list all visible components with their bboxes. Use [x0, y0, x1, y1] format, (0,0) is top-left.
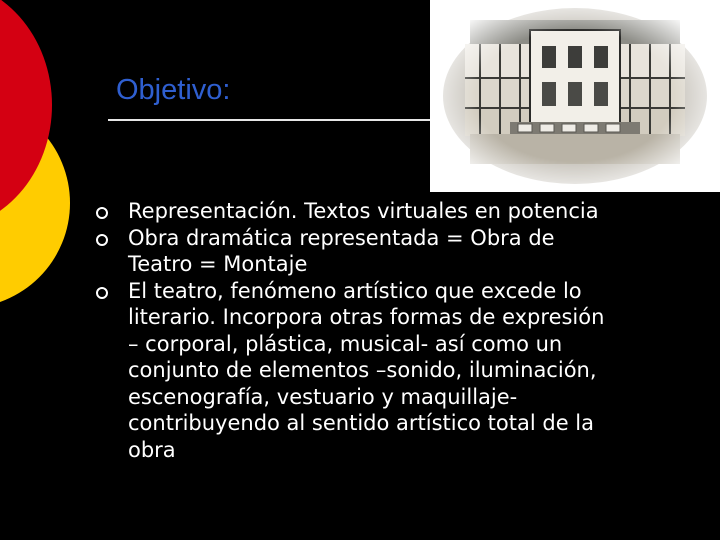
- bullet-list: [96, 198, 616, 463]
- theatre-photo: [430, 0, 720, 192]
- hollow-circle-icon: [96, 207, 108, 219]
- bullet-text: Representación. Textos virtuales en potencia: [128, 199, 599, 223]
- title-underline: [108, 119, 438, 121]
- slide-title: Objetivo:: [116, 74, 231, 106]
- list-item: [96, 278, 616, 464]
- hollow-circle-icon: [96, 234, 108, 246]
- theatre-illustration: [430, 0, 720, 192]
- list-item: [96, 225, 616, 278]
- hollow-circle-icon: [96, 287, 108, 299]
- bullet-text: Obra dramática representada = Obra de Teatro = Montaje: [128, 225, 555, 276]
- list-item: [96, 198, 616, 225]
- bullet-text: El teatro, fenómeno artístico que excede lo literario. Incorpora otras formas de expresión – corporal, plástica, musical- así como un conjunto de elementos –sonido, iluminación, escenografía, vestuario y maquillaje- contribuyendo al sentido artístico total de la obra: [128, 278, 605, 462]
